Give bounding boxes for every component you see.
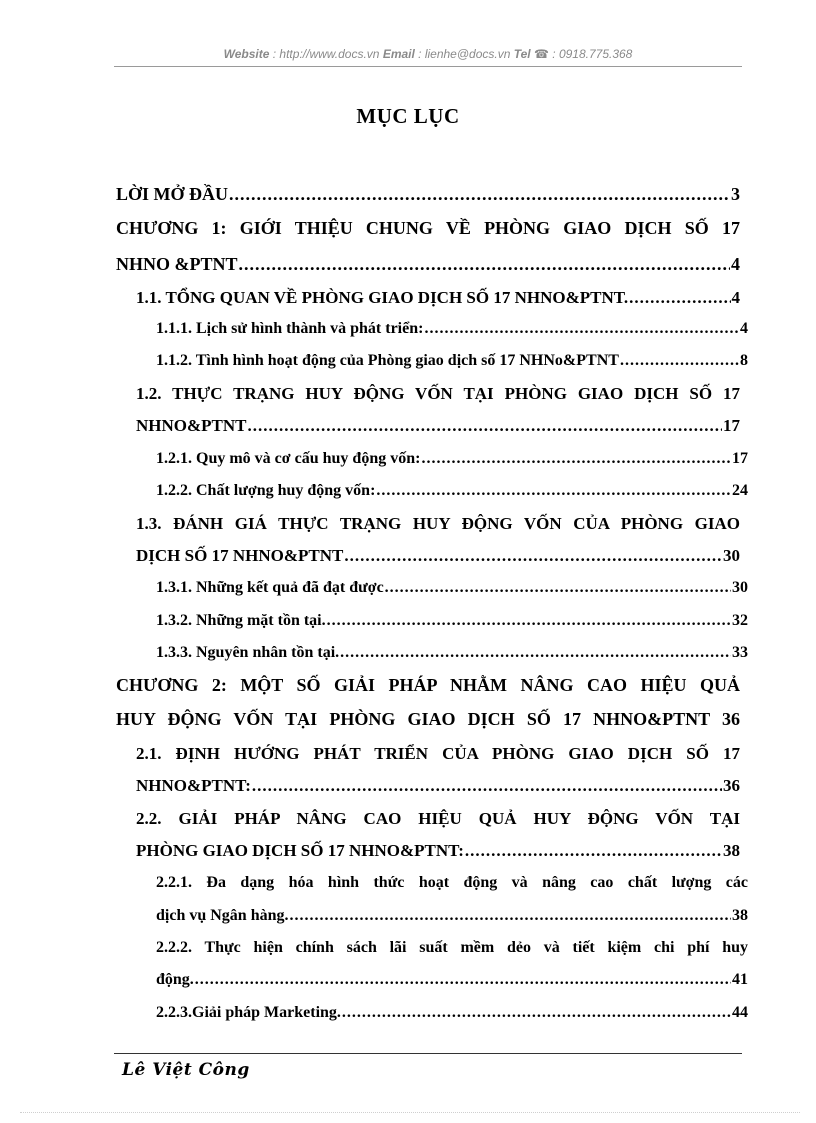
toc-entry[interactable]: NHNO&PTNT: ..... 36 [136, 776, 740, 796]
phone-icon: ☎ [533, 47, 549, 61]
toc-entry[interactable]: 1.2.1. Quy mô và cơ cấu huy động vốn: ..... 17 [156, 449, 748, 469]
toc-entry[interactable]: 2.2.3.Giải pháp Marketing. ..... 44 [156, 1003, 748, 1023]
toc-entry[interactable]: 1.3.2. Những mặt tồn tại. ..... 32 [156, 611, 748, 631]
header-divider [114, 66, 742, 67]
toc-entry[interactable]: 1.2. THỰC TRẠNG HUY ĐỘNG VỐN TẠI PHÒNG GIAO DỊCH SỐ 17 [136, 384, 740, 403]
toc-entry[interactable]: NHNO&PTNT ..... 17 [136, 416, 740, 436]
toc-entry[interactable]: 2.1. ĐỊNH HƯỚNG PHÁT TRIỂN CỦA PHÒNG GIAO DỊCH SỐ 17 [136, 744, 740, 763]
toc-entry[interactable]: 1.2.2. Chất lượng huy động vốn: ..... 24 [156, 481, 748, 501]
toc-entry[interactable]: HUY ĐỘNG VỐN TẠI PHÒNG GIAO DỊCH SỐ 17 NHNO&PTNT 36 [116, 709, 740, 729]
toc-entry[interactable]: LỜI MỞ ĐẦU ..... 3 [116, 184, 740, 204]
toc-entry[interactable]: NHNO &PTNT ..... 4 [116, 254, 740, 274]
toc-entry[interactable]: dịch vụ Ngân hàng. ..... 38 [156, 906, 748, 926]
website-value: : http://www.docs.vn [269, 47, 383, 61]
tel-value: : 0918.775.368 [548, 47, 633, 61]
toc-entry[interactable]: 2.2.1. Đa dạng hóa hình thức hoạt động và nâng cao chất lượng các [156, 874, 748, 891]
page-bottom-border [20, 1112, 800, 1113]
toc-entry[interactable]: DỊCH SỐ 17 NHNO&PTNT ..... 30 [136, 546, 740, 566]
page-header [114, 47, 742, 61]
tel-label: Tel [513, 47, 531, 61]
email-value: : lienhe@docs.vn [414, 47, 514, 61]
toc-entry[interactable]: 1.3.1. Những kết quả đã đạt được ..... 30 [156, 578, 748, 598]
toc-entry[interactable]: 1.1. TỔNG QUAN VỀ PHÒNG GIAO DỊCH SỐ 17 NHNO&PTNT. ..... 4 [136, 288, 740, 308]
toc-entry[interactable]: CHƯƠNG 1: GIỚI THIỆU CHUNG VỀ PHÒNG GIAO DỊCH SỐ 17 [116, 218, 740, 238]
toc-entry[interactable]: 1.1.1. Lịch sử hình thành và phát triển: ..... 4 [156, 319, 748, 339]
footer-author: Lê Việt Công [122, 1060, 250, 1080]
toc-entry[interactable]: 1.3.3. Nguyên nhân tồn tại. ..... 33 [156, 643, 748, 663]
toc-entry[interactable]: 1.3. ĐÁNH GIÁ THỰC TRẠNG HUY ĐỘNG VỐN CỦA PHÒNG GIAO [136, 514, 740, 533]
toc-entry[interactable]: PHÒNG GIAO DỊCH SỐ 17 NHNO&PTNT: ..... 38 [136, 841, 740, 861]
page-title: MỤC LỤC [356, 104, 460, 128]
toc-entry[interactable]: động. ..... 41 [156, 970, 748, 990]
email-label: Email [382, 47, 415, 61]
toc-entry[interactable]: 2.2.2. Thực hiện chính sách lãi suất mềm dẻo và tiết kiệm chi phí huy [156, 939, 748, 956]
website-label: Website [223, 47, 270, 61]
toc-entry[interactable]: 1.1.2. Tình hình hoạt động của Phòng giao dịch số 17 NHNo&PTNT ..... 8 [156, 351, 748, 371]
toc-entry[interactable]: CHƯƠNG 2: MỘT SỐ GIẢI PHÁP NHẰM NÂNG CAO HIỆU QUẢ [116, 675, 740, 695]
toc-entry[interactable]: 2.2. GIẢI PHÁP NÂNG CAO HIỆU QUẢ HUY ĐỘNG VỐN TẠI [136, 809, 740, 828]
footer-divider [114, 1053, 742, 1054]
